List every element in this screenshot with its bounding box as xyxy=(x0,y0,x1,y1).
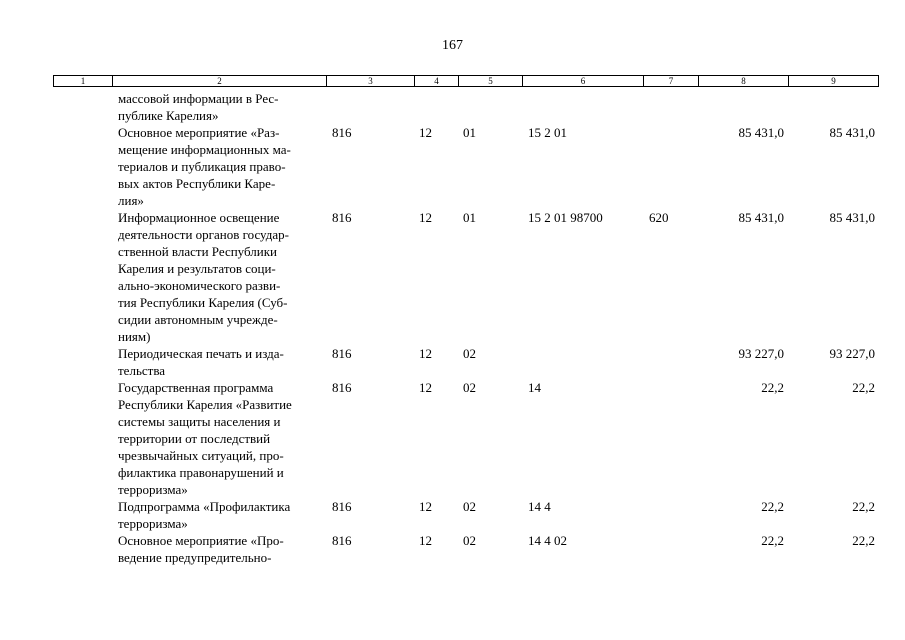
header-col-2: 2 xyxy=(113,76,327,86)
row-name: Государственная программа Республики Карелия «Развитие системы защиты населения и территории от последствий чрезвычайных ситуаций, про- филактика правонарушений и терроризма» xyxy=(118,380,292,497)
table-row xyxy=(0,345,905,379)
row-sum-9: 93 227,0 xyxy=(829,346,875,361)
row-razd: 12 xyxy=(419,499,432,514)
row-name: массовой информации в Рес- публике Карелия» xyxy=(118,91,279,123)
table-row xyxy=(0,209,905,345)
row-sum-8: 22,2 xyxy=(761,380,784,395)
row-ved: 816 xyxy=(332,210,352,225)
row-prazd: 02 xyxy=(463,533,476,548)
row-razd: 12 xyxy=(419,380,432,395)
header-col-6: 6 xyxy=(523,76,644,86)
row-sum-9: 85 431,0 xyxy=(829,210,875,225)
row-csr: 15 2 01 98700 xyxy=(528,210,603,225)
header-col-5: 5 xyxy=(459,76,523,86)
row-prazd: 01 xyxy=(463,210,476,225)
header-col-8: 8 xyxy=(699,76,789,86)
row-prazd: 02 xyxy=(463,346,476,361)
row-sum-9: 22,2 xyxy=(852,499,875,514)
budget-table-body xyxy=(0,90,905,566)
row-razd: 12 xyxy=(419,533,432,548)
header-col-9: 9 xyxy=(831,76,836,86)
row-razd: 12 xyxy=(419,346,432,361)
header-col-3: 3 xyxy=(327,76,415,86)
row-csr: 14 4 02 xyxy=(528,533,567,548)
header-col-1: 1 xyxy=(54,76,113,86)
row-razd: 12 xyxy=(419,210,432,225)
column-number-header xyxy=(53,75,879,87)
row-ved: 816 xyxy=(332,346,352,361)
row-sum-9: 22,2 xyxy=(852,533,875,548)
row-name: Периодическая печать и изда- тельства xyxy=(118,346,284,378)
row-name: Информационное освещение деятельности органов государ- ственной власти Республики Карелия и результатов соци- ально-экономического разви- тия Республики Карелия (Суб- сидии автономным учрежде- ниям) xyxy=(118,210,289,344)
row-name: Подпрограмма «Профилактика терроризма» xyxy=(118,499,291,531)
row-ved: 816 xyxy=(332,499,352,514)
table-row xyxy=(0,379,905,498)
row-sum-8: 93 227,0 xyxy=(738,346,784,361)
table-row xyxy=(0,532,905,566)
page-number: 167 xyxy=(442,38,463,53)
row-name: Основное мероприятие «Про- ведение предупредительно- xyxy=(118,533,284,565)
row-prazd: 02 xyxy=(463,380,476,395)
row-sum-8: 22,2 xyxy=(761,533,784,548)
row-ved: 816 xyxy=(332,380,352,395)
row-prazd: 02 xyxy=(463,499,476,514)
header-col-7: 7 xyxy=(644,76,699,86)
row-prazd: 01 xyxy=(463,125,476,140)
row-sum-8: 22,2 xyxy=(761,499,784,514)
row-csr: 15 2 01 xyxy=(528,125,567,140)
header-col-4: 4 xyxy=(415,76,459,86)
row-sum-8: 85 431,0 xyxy=(738,210,784,225)
table-row xyxy=(0,90,905,124)
row-razd: 12 xyxy=(419,125,432,140)
row-name: Основное мероприятие «Раз- мещение информационных ма- териалов и публикация право- вых актов Республики Каре- лия» xyxy=(118,125,291,208)
row-vr: 620 xyxy=(649,210,669,225)
row-csr: 14 xyxy=(528,380,541,395)
table-row xyxy=(0,124,905,209)
row-sum-8: 85 431,0 xyxy=(738,125,784,140)
row-sum-9: 85 431,0 xyxy=(829,125,875,140)
table-row xyxy=(0,498,905,532)
row-ved: 816 xyxy=(332,125,352,140)
row-ved: 816 xyxy=(332,533,352,548)
row-sum-9: 22,2 xyxy=(852,380,875,395)
row-csr: 14 4 xyxy=(528,499,551,514)
